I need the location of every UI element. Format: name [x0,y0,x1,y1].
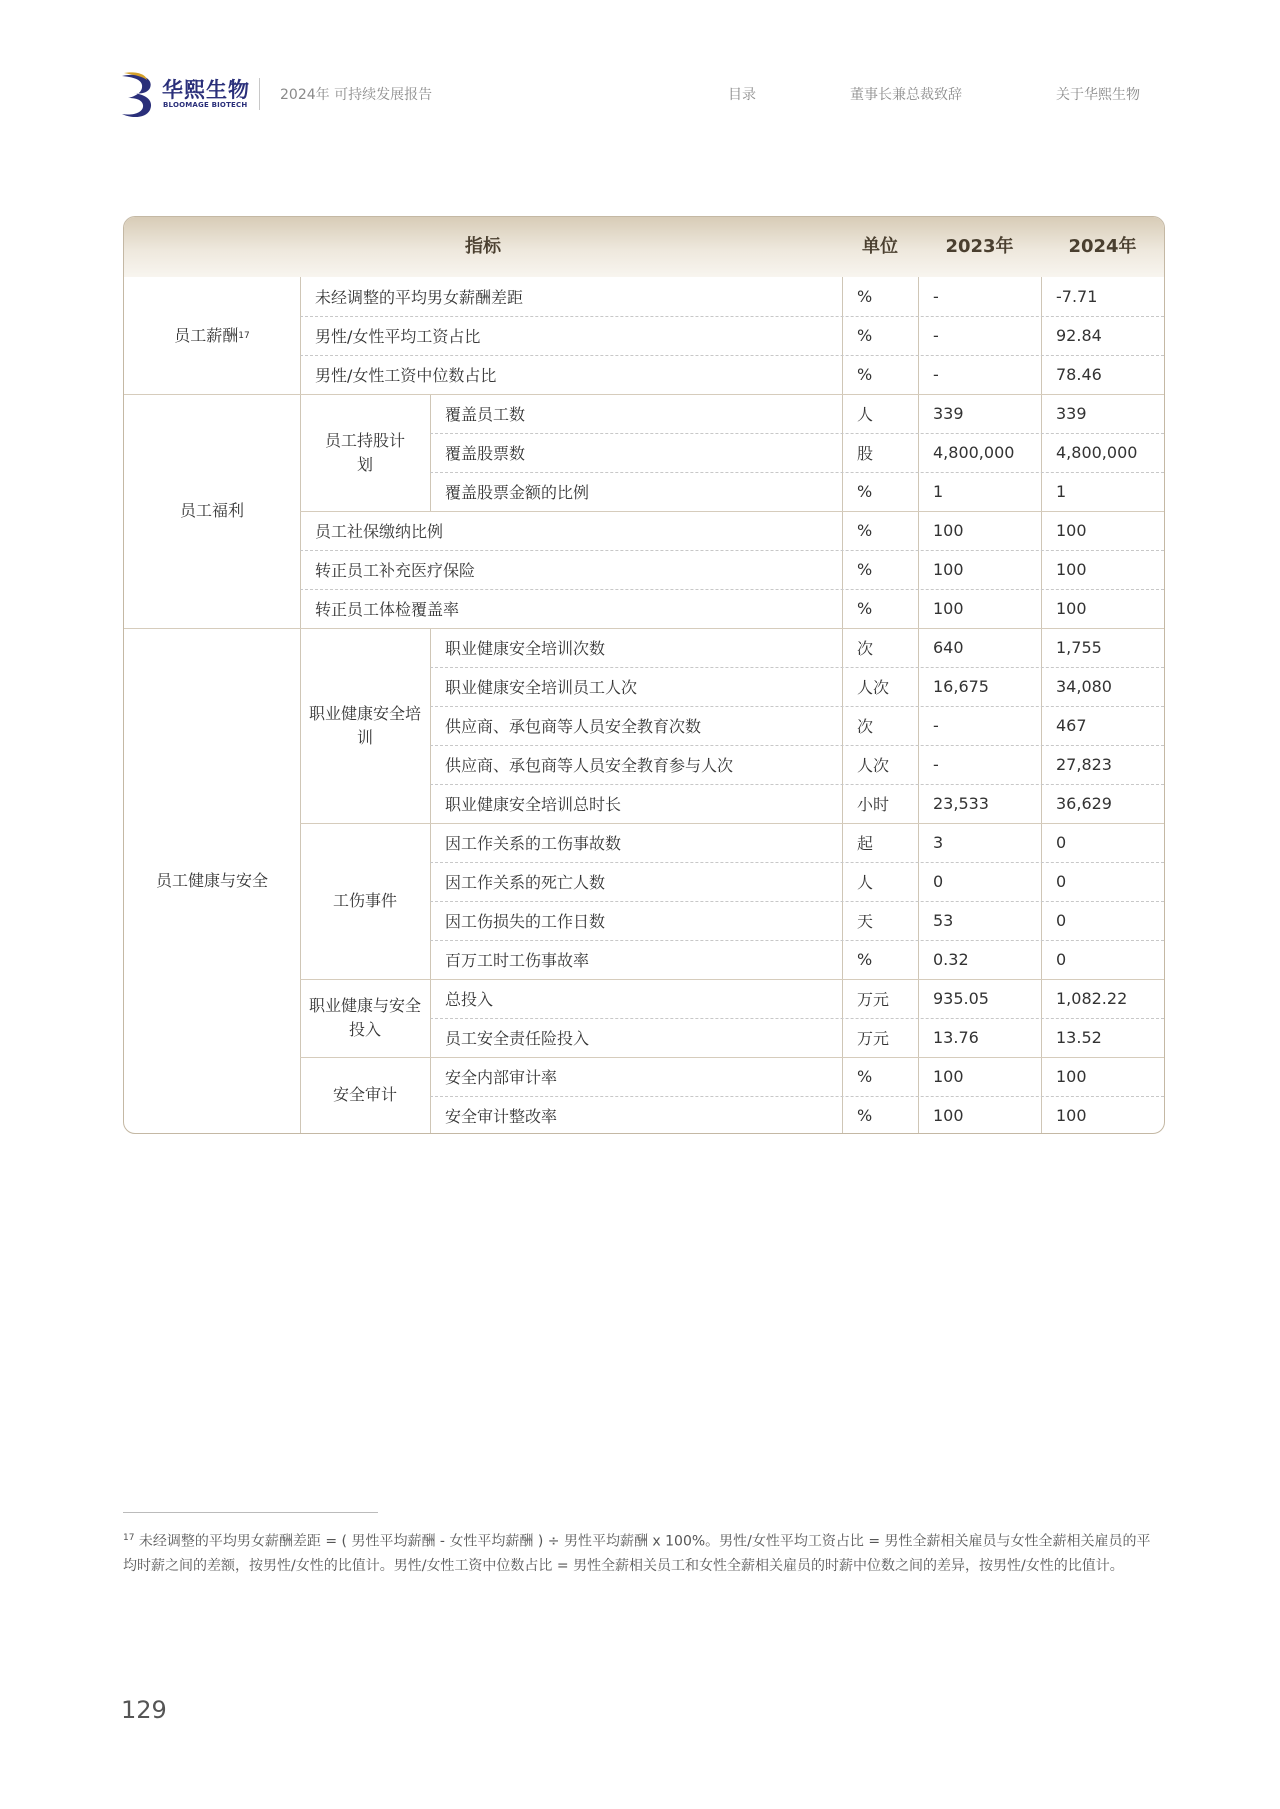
row-value-2024: 27,823 [1056,755,1112,774]
row-indicator: 总投入 [445,990,494,1009]
company-logo[interactable] [120,70,255,120]
row-unit: 次 [857,717,874,736]
header-2024: 2024年 [1068,236,1137,257]
footnote [123,1526,1163,1578]
row-indicator: 员工社保缴纳比例 [315,522,444,541]
row-value-2023: - [933,716,939,735]
row-value-2024: 0 [1056,872,1067,891]
row-value-2024: 34,080 [1056,677,1112,696]
row-value-2024: 467 [1056,716,1087,735]
row-unit: % [857,326,873,345]
row-value-2024: 1 [1056,482,1067,501]
row-divider [430,1018,1164,1019]
row-unit: % [857,560,873,579]
row-value-2024: 100 [1056,599,1087,618]
row-indicator: 覆盖股票数 [445,444,526,463]
row-divider [300,550,1164,551]
row-value-2023: 1 [933,482,944,501]
page-number: 129 [121,1696,167,1724]
row-value-2024: 100 [1056,1067,1087,1086]
row-divider [430,667,1164,668]
row-indicator: 员工安全责任险投入 [445,1029,590,1048]
row-divider [300,589,1164,590]
divider-v-group [300,277,301,1133]
row-unit: % [857,950,873,969]
header-2023: 2023年 [945,236,1014,257]
row-value-2023: 339 [933,404,964,423]
row-divider [430,901,1164,902]
row-unit: 人 [857,405,874,424]
row-value-2023: 3 [933,833,944,852]
row-unit: % [857,365,873,384]
row-indicator: 转正员工补充医疗保险 [315,561,476,580]
row-indicator: 供应商、承包商等人员安全教育参与人次 [445,756,734,775]
row-unit: 万元 [857,990,890,1009]
row-value-2024: 100 [1056,1106,1087,1125]
row-indicator: 男性/女性工资中位数占比 [315,366,497,385]
row-divider [430,745,1164,746]
footnote-rule [123,1512,378,1513]
subgroup-esop: 员工持股计划 [324,430,405,474]
row-value-2024: -7.71 [1056,287,1098,306]
row-value-2024: 0 [1056,833,1067,852]
row-value-2023: 100 [933,1067,964,1086]
row-indicator: 男性/女性平均工资占比 [315,327,481,346]
row-divider [300,355,1164,356]
group-employee-benefits: 员工福利 [179,501,244,520]
row-indicator: 职业健康安全培训次数 [445,639,606,658]
row-unit: % [857,521,873,540]
row-indicator: 未经调整的平均男女薪酬差距 [315,288,524,307]
row-unit: 人 [857,873,874,892]
row-unit: 人次 [857,756,890,775]
row-value-2024: 1,755 [1056,638,1102,657]
row-value-2024: 0 [1056,911,1067,930]
row-indicator: 职业健康安全培训总时长 [445,795,622,814]
logo-chinese-name: 华熙生物 [162,78,250,102]
header-divider [259,78,260,110]
row-value-2023: 53 [933,911,954,930]
row-divider [430,706,1164,707]
row-value-2023: 4,800,000 [933,443,1015,462]
row-divider [430,1096,1164,1097]
row-value-2023: 100 [933,560,964,579]
row-unit: 万元 [857,1029,890,1048]
row-indicator: 覆盖股票金额的比例 [445,483,590,502]
row-indicator: 因工作关系的工伤事故数 [445,834,622,853]
row-value-2023: 640 [933,638,964,657]
nav-contents[interactable]: 目录 [728,87,756,103]
group-health-safety: 员工健康与安全 [155,870,268,890]
row-unit: % [857,1106,873,1125]
row-unit: 人次 [857,678,890,697]
logo-mark-icon [120,70,160,120]
row-value-2024: 100 [1056,521,1087,540]
row-value-2024: 13.52 [1056,1028,1102,1047]
row-divider [430,433,1164,434]
subgroup-safety-audit: 安全审计 [332,1085,397,1104]
row-indicator: 安全审计整改率 [445,1107,558,1126]
row-value-2023: 13.76 [933,1028,979,1047]
table-header-row [124,217,1164,277]
subgroup-ohs-investment: 职业健康与安全投入 [308,996,421,1039]
row-value-2023: 100 [933,599,964,618]
subgroup-ohs-training: 职业健康安全培训 [308,703,421,747]
row-unit: 小时 [857,795,890,814]
group-employee-compensation [124,277,300,394]
row-value-2024: 100 [1056,560,1087,579]
row-indicator: 职业健康安全培训员工人次 [445,678,638,697]
row-indicator: 安全内部审计率 [445,1068,558,1087]
row-indicator: 百万工时工伤事故率 [445,951,590,970]
row-indicator: 因工作关系的死亡人数 [445,873,606,892]
row-unit: 天 [857,912,874,931]
row-unit: % [857,599,873,618]
row-value-2024: 4,800,000 [1056,443,1138,462]
row-unit: 起 [857,834,874,853]
row-value-2023: 0 [933,872,944,891]
row-value-2024: 92.84 [1056,326,1102,345]
row-indicator: 转正员工体检覆盖率 [315,600,460,619]
row-value-2023: 0.32 [933,950,969,969]
header-indicator: 指标 [465,236,501,257]
report-title: 2024年 可持续发展报告 [280,87,433,103]
row-divider [430,472,1164,473]
row-divider [300,316,1164,317]
nav-chairman-letter[interactable]: 董事长兼总裁致辞 [850,87,962,103]
row-value-2023: 100 [933,1106,964,1125]
row-unit: 股 [857,444,874,463]
row-indicator: 供应商、承包商等人员安全教育次数 [445,717,702,736]
row-divider [430,784,1164,785]
row-value-2023: 23,533 [933,794,989,813]
row-value-2024: 78.46 [1056,365,1102,384]
row-unit: % [857,482,873,501]
row-value-2023: 100 [933,521,964,540]
nav-about-company[interactable]: 关于华熙生物 [1056,87,1140,103]
footnote-number: 17 [123,1533,135,1543]
row-value-2023: 935.05 [933,989,989,1008]
logo-english-name: BLOOMAGE BIOTECH [163,101,248,109]
data-table [123,216,1165,1134]
row-divider [430,862,1164,863]
footnote-ref[interactable]: 17 [238,330,250,341]
group-label: 员工薪酬 [174,325,239,345]
row-indicator: 覆盖员工数 [445,405,526,424]
row-value-2024: 36,629 [1056,794,1112,813]
row-unit: 次 [857,639,874,658]
subgroup-work-injury: 工伤事件 [332,891,397,910]
row-value-2023: 16,675 [933,677,989,696]
row-unit: % [857,1067,873,1086]
page-header [0,0,1280,140]
row-value-2024: 339 [1056,404,1087,423]
row-value-2023: - [933,755,939,774]
header-unit: 单位 [862,236,898,257]
row-unit: % [857,287,873,306]
row-value-2023: - [933,287,939,306]
row-indicator: 因工伤损失的工作日数 [445,912,606,931]
footnote-text: 未经调整的平均男女薪酬差距 = ( 男性平均薪酬 - 女性平均薪酬 ) ÷ 男性平均薪酬 x 100%。男性/女性平均工资占比 = 男性全薪相关雇员与女性全薪相关雇员的平均时薪之间的差额，按男性/女性的比值计。男性/女性工资中位数占比 = 男性全薪相关员工和女性全薪相关雇员的时薪中位数之间的差异，按男性/女性的比值计。 [123,1533,1151,1574]
row-divider [430,940,1164,941]
row-value-2024: 0 [1056,950,1067,969]
row-value-2023: - [933,365,939,384]
row-value-2023: - [933,326,939,345]
row-value-2024: 1,082.22 [1056,989,1128,1008]
